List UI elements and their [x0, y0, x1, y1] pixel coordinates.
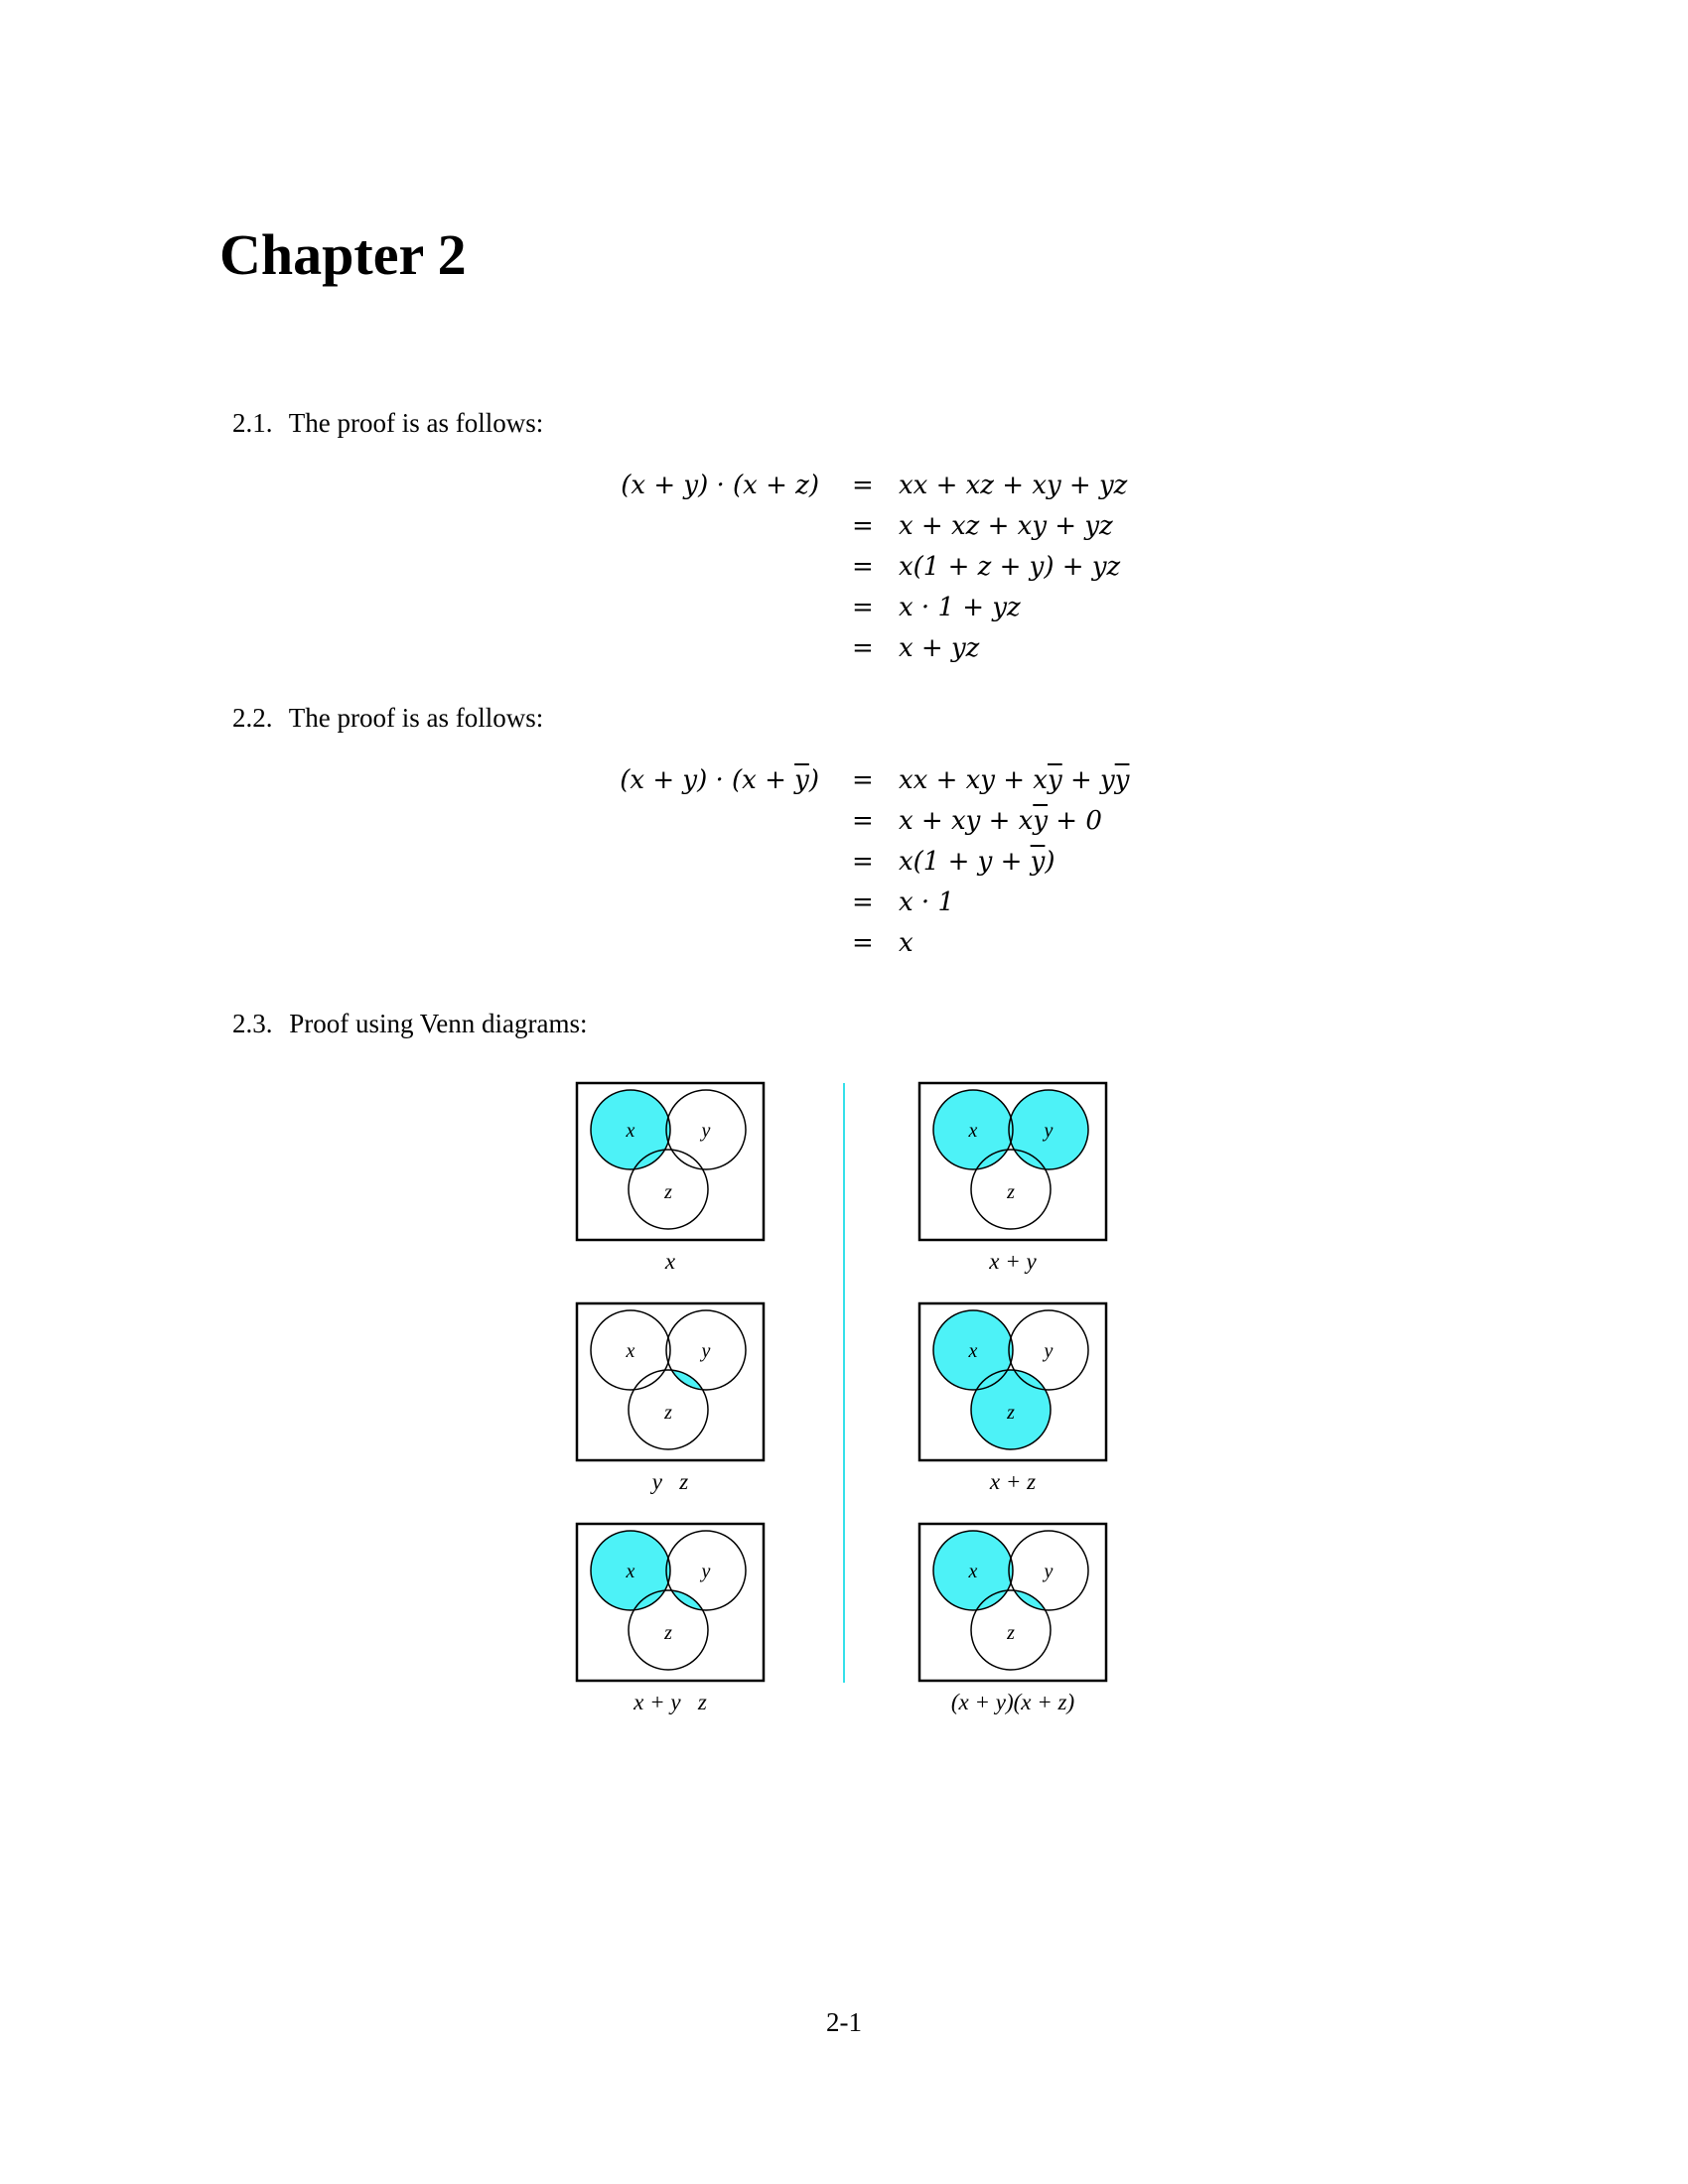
equation-rhs: x · 1 + yz	[899, 593, 1021, 622]
problem-2-3-heading	[232, 1011, 587, 1037]
venn-label-x: x	[626, 1561, 635, 1582]
problem-number: 2.2.	[232, 703, 273, 733]
problem-text: The proof is as follows:	[288, 408, 544, 438]
equation-lhs	[620, 767, 819, 793]
equals-sign: =	[852, 633, 874, 663]
page-number: 2-1	[826, 2007, 862, 2037]
equals-sign: =	[852, 765, 874, 795]
equals-sign: =	[852, 593, 874, 622]
complement-y: $\overline{y}$	[1114, 765, 1130, 795]
complement-y: $\overline{y}$	[794, 765, 809, 795]
equation-rhs: x	[899, 928, 914, 958]
venn-label-z: z	[1007, 1181, 1015, 1203]
venn-caption: x	[664, 1249, 676, 1274]
venn-divider	[843, 1083, 845, 1683]
rhs-part: x + xy + x	[899, 806, 1034, 836]
chapter-title: Chapter 2	[219, 222, 467, 287]
venn-diagram	[917, 1522, 1108, 1683]
rhs-part: + y	[1061, 765, 1115, 795]
venn-label-y: y	[701, 1561, 711, 1582]
venn-label-x: x	[626, 1340, 635, 1362]
rhs-part: + 0	[1048, 806, 1102, 836]
lhs-part: (x + y) · (x +	[620, 765, 795, 795]
rhs-part: )	[1045, 847, 1055, 877]
complement-y: $\overline{y}$	[1030, 847, 1046, 877]
equals-sign: =	[852, 847, 874, 877]
equation-rhs: x(1 + z + y) + yz	[899, 552, 1121, 582]
venn-label-y: y	[1044, 1561, 1054, 1582]
venn-label-z: z	[664, 1402, 672, 1424]
equation-rhs: x + xz + xy + yz	[899, 511, 1113, 541]
equation-rhs	[899, 849, 1055, 875]
venn-label-y: y	[1044, 1120, 1054, 1142]
problem-2-2-heading	[232, 705, 543, 732]
equation-lhs: (x + y) · (x + z)	[621, 471, 819, 500]
lhs-part: )	[808, 765, 819, 795]
venn-caption: x + z	[989, 1469, 1037, 1494]
equals-sign: =	[852, 471, 874, 500]
venn-label-z: z	[1007, 1402, 1015, 1424]
venn-label-z: z	[1007, 1622, 1015, 1644]
problem-text: The proof is as follows:	[288, 703, 544, 733]
venn-label-z: z	[664, 1181, 672, 1203]
venn-label-x: x	[968, 1561, 978, 1582]
venn-caption: x + y z	[633, 1690, 707, 1714]
venn-diagram	[575, 1522, 766, 1683]
venn-universe-box	[577, 1303, 764, 1460]
rhs-part: x(1 + y +	[899, 847, 1031, 877]
venn-diagram	[917, 1081, 1108, 1242]
venn-diagram	[917, 1301, 1108, 1462]
venn-diagram	[575, 1301, 766, 1462]
problem-text: Proof using Venn diagrams:	[289, 1009, 588, 1038]
venn-diagram	[575, 1081, 766, 1242]
equation-rhs	[899, 767, 1129, 793]
equals-sign: =	[852, 552, 874, 582]
problem-number: 2.3.	[232, 1009, 273, 1038]
venn-label-y: y	[701, 1120, 711, 1142]
equals-sign: =	[852, 806, 874, 836]
problem-2-1-heading	[232, 410, 543, 437]
venn-caption: x + y	[989, 1249, 1037, 1274]
equation-rhs: xx + xz + xy + yz	[899, 471, 1128, 500]
complement-y: $\overline{y}$	[1033, 806, 1049, 836]
venn-label-x: x	[968, 1120, 978, 1142]
venn-label-y: y	[1044, 1340, 1054, 1362]
problem-number: 2.1.	[232, 408, 273, 438]
venn-label-y: y	[701, 1340, 711, 1362]
venn-label-z: z	[664, 1622, 672, 1644]
equation-rhs: x · 1	[899, 887, 954, 917]
venn-caption: y z	[651, 1469, 689, 1494]
equals-sign: =	[852, 511, 874, 541]
equals-sign: =	[852, 928, 874, 958]
complement-y: $\overline{y}$	[1047, 765, 1062, 795]
venn-caption: (x + y)(x + z)	[950, 1690, 1075, 1714]
venn-label-x: x	[968, 1340, 978, 1362]
equals-sign: =	[852, 887, 874, 917]
venn-label-x: x	[626, 1120, 635, 1142]
equation-rhs: x + yz	[899, 633, 980, 663]
rhs-part: xx + xy + x	[899, 765, 1048, 795]
equation-rhs	[899, 808, 1102, 834]
